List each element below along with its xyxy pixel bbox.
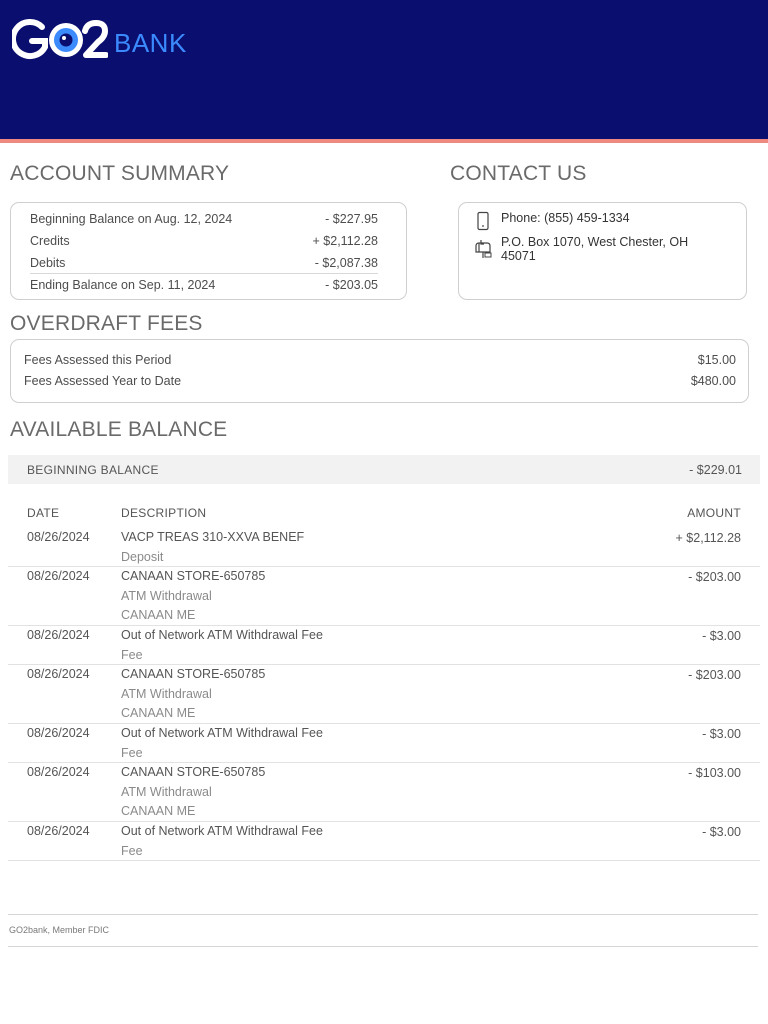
transaction-date: 08/26/2024 bbox=[27, 726, 90, 740]
contact-us-title: CONTACT US bbox=[450, 162, 587, 185]
transaction-description bbox=[121, 569, 265, 628]
transaction-description bbox=[121, 667, 265, 726]
transaction-date: 08/26/2024 bbox=[27, 569, 90, 583]
fee-row-period bbox=[24, 353, 736, 367]
transaction-title: Out of Network ATM Withdrawal Fee bbox=[121, 824, 323, 838]
account-summary-box bbox=[10, 202, 407, 300]
transaction-type: ATM Withdrawal bbox=[121, 588, 212, 603]
header-banner bbox=[0, 0, 768, 139]
transaction-date: 08/26/2024 bbox=[27, 667, 90, 681]
header-stripe bbox=[0, 139, 768, 143]
summary-value: - $203.05 bbox=[325, 278, 378, 292]
transaction-title: VACP TREAS 310-XXVA BENEF bbox=[121, 530, 305, 544]
contact-address bbox=[501, 235, 688, 263]
summary-label: Beginning Balance on Aug. 12, 2024 bbox=[30, 212, 233, 226]
transaction-description bbox=[121, 628, 323, 667]
fee-row-ytd bbox=[24, 374, 736, 388]
contact-phone-row bbox=[473, 211, 630, 231]
transaction-description bbox=[121, 530, 304, 569]
overdraft-fees-title: OVERDRAFT FEES bbox=[10, 312, 203, 335]
summary-row-beginning bbox=[30, 212, 378, 226]
summary-label: Debits bbox=[30, 256, 66, 270]
footer-fdic-text: GO2bank, Member FDIC bbox=[9, 925, 110, 935]
fee-value: $15.00 bbox=[697, 353, 736, 367]
transaction-amount: - $103.00 bbox=[688, 766, 741, 780]
footer-divider-bottom bbox=[8, 946, 758, 947]
available-balance-title: AVAILABLE BALANCE bbox=[10, 418, 228, 441]
fee-label: Fees Assessed Year to Date bbox=[24, 374, 182, 388]
summary-label: Credits bbox=[30, 234, 70, 248]
fee-label: Fees Assessed this Period bbox=[24, 353, 172, 367]
transaction-row bbox=[8, 569, 760, 626]
transaction-type: Fee bbox=[121, 745, 143, 760]
overdraft-fees-box bbox=[10, 339, 749, 403]
transaction-amount: - $3.00 bbox=[702, 825, 741, 839]
transaction-row bbox=[8, 824, 760, 861]
transaction-type: ATM Withdrawal bbox=[121, 686, 212, 701]
transaction-row bbox=[8, 726, 760, 763]
transaction-title: Out of Network ATM Withdrawal Fee bbox=[121, 628, 323, 642]
mailbox-icon bbox=[473, 239, 493, 259]
transaction-date: 08/26/2024 bbox=[27, 628, 90, 642]
transaction-row bbox=[8, 667, 760, 724]
summary-row-debits bbox=[30, 256, 378, 270]
contact-address-row bbox=[473, 235, 688, 263]
account-summary-title: ACCOUNT SUMMARY bbox=[10, 162, 230, 185]
transaction-type: Fee bbox=[121, 843, 143, 858]
address-line-2: 45071 bbox=[501, 249, 536, 263]
transaction-date: 08/26/2024 bbox=[27, 824, 90, 838]
transaction-title: CANAAN STORE-650785 bbox=[121, 569, 266, 583]
summary-label: Ending Balance on Sep. 11, 2024 bbox=[30, 278, 216, 292]
transaction-location: CANAAN ME bbox=[121, 706, 196, 720]
go2-logo-mark bbox=[12, 17, 108, 63]
summary-value: + $2,112.28 bbox=[312, 234, 378, 248]
transaction-amount: - $3.00 bbox=[702, 629, 741, 643]
contact-us-box bbox=[458, 202, 747, 300]
summary-row-credits bbox=[30, 234, 378, 248]
transaction-amount: - $3.00 bbox=[702, 727, 741, 741]
summary-value: - $2,087.38 bbox=[314, 256, 378, 270]
address-line-1: P.O. Box 1070, West Chester, OH bbox=[501, 235, 689, 249]
transaction-type: ATM Withdrawal bbox=[121, 784, 212, 799]
mobile-phone-icon bbox=[473, 211, 493, 231]
summary-value: - $227.95 bbox=[325, 212, 378, 226]
transaction-title: CANAAN STORE-650785 bbox=[121, 765, 266, 779]
transaction-row bbox=[8, 628, 760, 665]
footer-divider-top bbox=[8, 914, 758, 915]
beginning-balance-value: - $229.01 bbox=[689, 463, 742, 477]
beginning-balance-bar bbox=[8, 455, 760, 484]
summary-row-ending bbox=[30, 278, 378, 292]
summary-divider bbox=[30, 273, 378, 274]
transaction-description bbox=[121, 765, 265, 824]
go2bank-logo bbox=[12, 17, 187, 63]
column-header-description: DESCRIPTION bbox=[121, 506, 207, 520]
transaction-amount: - $203.00 bbox=[688, 570, 741, 584]
beginning-balance-label: BEGINNING BALANCE bbox=[27, 463, 159, 477]
transaction-row bbox=[8, 765, 760, 822]
transaction-type: Fee bbox=[121, 647, 143, 662]
transaction-title: CANAAN STORE-650785 bbox=[121, 667, 266, 681]
transaction-amount: - $203.00 bbox=[688, 668, 741, 682]
column-header-date: DATE bbox=[27, 506, 60, 520]
transaction-type: Deposit bbox=[121, 549, 164, 564]
transaction-location: CANAAN ME bbox=[121, 804, 196, 818]
transaction-description bbox=[121, 726, 323, 765]
transaction-date: 08/26/2024 bbox=[27, 765, 90, 779]
transaction-location: CANAAN ME bbox=[121, 608, 196, 622]
logo-bank-text: BANK bbox=[114, 28, 187, 58]
transaction-description bbox=[121, 824, 323, 863]
fee-value: $480.00 bbox=[690, 374, 736, 388]
transaction-title: Out of Network ATM Withdrawal Fee bbox=[121, 726, 323, 740]
contact-phone-link[interactable]: Phone: (855) 459-1334 bbox=[501, 211, 630, 225]
transaction-row bbox=[8, 530, 760, 567]
go2-logo-graphic bbox=[12, 17, 108, 63]
column-header-amount: AMOUNT bbox=[687, 506, 741, 520]
transaction-amount: + $2,112.28 bbox=[675, 531, 741, 545]
transaction-date: 08/26/2024 bbox=[27, 530, 90, 544]
